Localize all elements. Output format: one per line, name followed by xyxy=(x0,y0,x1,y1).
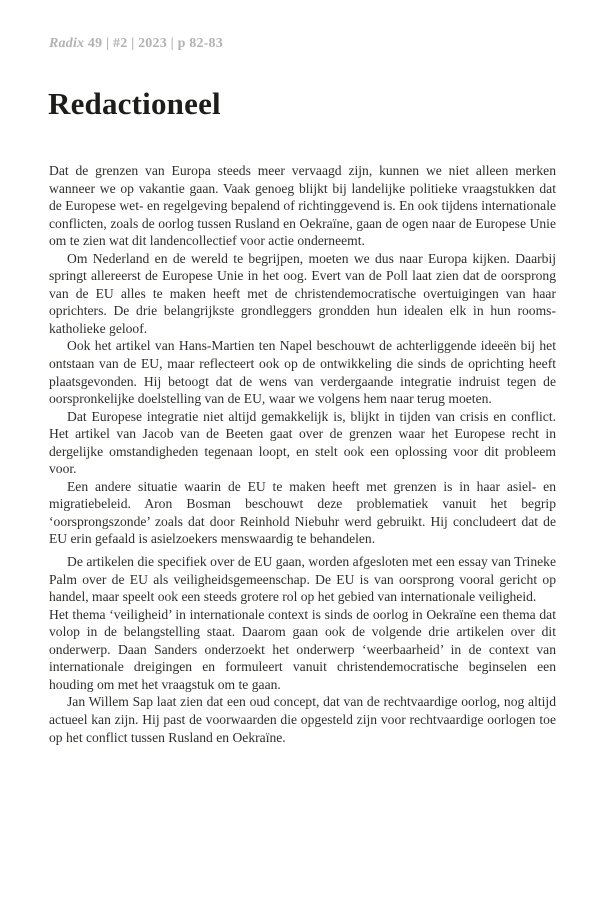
running-header xyxy=(49,36,223,52)
body-paragraph-4: Dat Europese integratie niet altijd gemakkelijk is, blijkt in tijden van crisis en conflict. Het artikel van Jacob van de Beeten gaat over de grenzen waar het Europese recht in dergelijke omstandigheden tegenaan loopt, en stelt ook een oplossing voor dit probleem voor. xyxy=(49,408,556,477)
body-paragraph-1: Dat de grenzen van Europa steeds meer vervaagd zijn, kunnen we niet alleen merken wanneer we op vakantie gaan. Vaak genoeg blijkt bij landelijke politieke vraagstukken dat de Europese wet- en regelgeving bepalend of richtinggevend is. En ook tijdens internationale conflicten, zoals de oorlog tussen Rusland en Oekraïne, gaan de ogen naar de Europese Unie om te zien wat dit landencollectief voor actie onderneemt. xyxy=(49,163,556,249)
header-meta: 49 | #2 | 2023 | p 82-83 xyxy=(84,36,223,51)
body-paragraph-7: Het thema ‘veiligheid’ in internationale context is sinds de oorlog in Oekraïne een thema dat volop in de belangstelling staat. Daarom gaan ook de volgende drie artikelen over dit onderwerp. Daan Sanders onderzoekt het onderwerp ‘weerbaarheid’ in de context van internationale dreigingen en formuleert vanuit christendemocratische beginselen een houding om met het vraagstuk om te gaan. xyxy=(49,606,556,692)
body-paragraph-3: Ook het artikel van Hans-Martien ten Napel beschouwt de achterliggende ideeën bij het ontstaan van de EU, maar reflecteert ook op de ontwikkeling die sinds de oprichting heeft plaatsgevonden. Hij betoogt dat de wens van verdergaande integratie indruist tegen de oorspronkelijke doelstelling van de EU, waar we volgens hem naar terug moeten. xyxy=(49,338,556,407)
journal-name: Radix xyxy=(49,36,85,51)
article-body xyxy=(49,162,556,746)
body-paragraph-8: Jan Willem Sap laat zien dat een oud concept, dat van de rechtvaardige oorlog, nog altijd actueel kan zijn. Hij past de voorwaarden die opgesteld zijn voor rechtvaardige oorlogen toe op het conflict tussen Rusland en Oekraïne. xyxy=(49,694,556,745)
body-paragraph-6: De artikelen die specifiek over de EU gaan, worden afgesloten met een essay van Trineke Palm over de EU als veiligheidsgemeenschap. De EU is van oorsprong vooral gericht op handel, maar speelt ook een steeds grotere rol op het gebied van internationale veiligheid. xyxy=(49,554,556,605)
body-paragraph-2: Om Nederland en de wereld te begrijpen, moeten we dus naar Europa kijken. Daarbij springt allereerst de Europese Unie in het oog. Evert van de Poll laat zien dat de oorsprong van de EU alles te maken heeft met de christendemocratische overtuigingen van haar oprichters. De drie belangrijkste grondleggers grondden hun idealen elk in hun rooms-katholieke geloof. xyxy=(49,250,556,336)
page-title: Redactioneel xyxy=(48,86,221,121)
body-paragraph-5: Een andere situatie waarin de EU te maken heeft met grenzen is in haar asiel- en migratiebeleid. Aron Bosman beschouwt deze problematiek vanuit het begrip ‘oorsprongszonde’ zoals dat door Reinhold Niebuhr werd gebruikt. Hij concludeert dat de EU erin gefaald is asielzoekers menswaardig te behandelen. xyxy=(49,478,556,547)
